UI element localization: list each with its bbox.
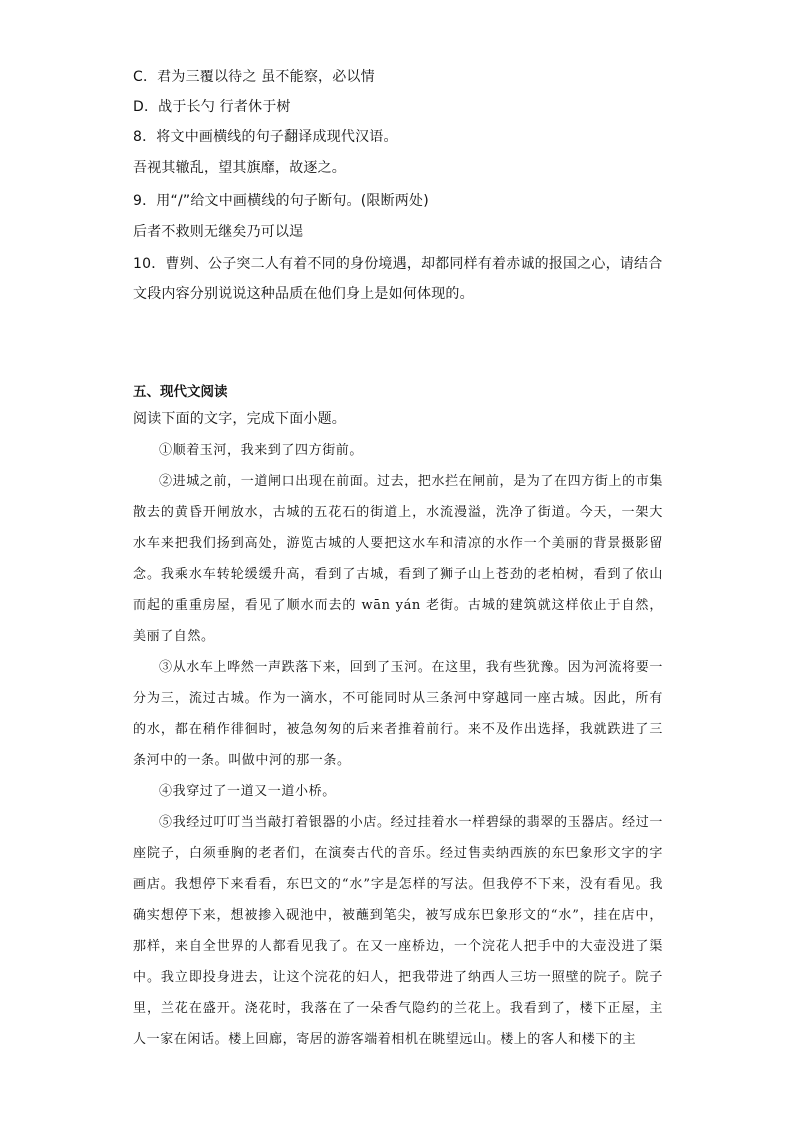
question-9: 9．用“/”给文中画横线的句子断句。(限断两处) [133,193,429,209]
paragraph-4: ④我穿过了一道又一道小桥。 [159,784,336,799]
paragraph-3: ③从水车上哗然一声跌落下来，回到了玉河。在这里，我有些犹豫。因为河流将要一分为三，流过古城。作为一滴水，不可能同时从三条河中穿越同一座古城。因此，所有的水，都在稍作徘徊时，被急匆匆的后来者推着前行。来不及作出选择，我就跌进了三条河中的一条。叫做中河的那一条。 [133,660,663,768]
question-10: 10．曹刿、公子突二人有着不同的身份境遇，却都同样有着赤诚的报国之心，请结合文段内容分别说说这种品质在他们身上是如何体现的。 [133,256,663,302]
paragraph-5: ⑤我经过叮叮当当敲打着银器的小店。经过挂着水一样碧绿的翡翠的玉器店。经过一座院子，白须垂胸的老者们，在演奏古代的音乐。经过售卖纳西族的东巴象形文字的字画店。我想停下来看看，东巴文的“水”字是怎样的写法。但我停不下来，没有看见。我确实想停下来，想被掺入砚池中，被蘸到笔尖，被写成东巴象形文的“水”，挂在店中，那样，来自全世界的人都看见我了。在又一座桥边，一个浣花人把手中的大壶没进了渠中。我立即投身进去，让这个浣花的妇人，把我带进了纳西人三坊一照壁的院子。院子里，兰花在盛开。浇花时，我落在了一朵香气隐约的兰花上。我看到了，楼下正屋，主人一家在闲话。楼上回廊，寄居的游客端着相机在眺望远山。楼上的客人和楼下的主 [133,815,663,1047]
section-heading: 五、现代文阅读 [133,384,228,400]
option-d: D．战于长勺 行者休于树 [133,99,291,115]
question-9-sentence: 后者不救则无继矣乃可以逞 [133,224,304,240]
reading-passage [133,435,663,1055]
question-8: 8．将文中画横线的句子翻译成现代汉语。 [133,129,398,145]
question-8-sentence: 吾视其辙乱，望其旗靡，故逐之。 [133,160,346,176]
paragraph-1: ①顺着玉河，我来到了四方街前。 [159,443,364,458]
option-c: C．君为三覆以待之 虽不能察，必以情 [133,69,375,85]
section-instruction: 阅读下面的文字，完成下面小题。 [133,411,346,427]
paragraph-2: ②进城之前，一道闸口出现在前面。过去，把水拦在闸前，是为了在四方街上的市集散去的黄昏开闸放水，古城的五花石的街道上，水流漫溢，洗净了街道。今天，一架大水车来把我们扬到高处，游览古城的人要把这水车和清凉的水作一个美丽的背景摄影留念。我乘水车转轮缓缓升高，看到了古城，看到了狮子山上苍劲的老柏树，看到了依山而起的重重房屋，看见了顺水而去的 wān yán 老街。古城的建筑就这样依止于自然，美丽了自然。 [133,474,663,644]
